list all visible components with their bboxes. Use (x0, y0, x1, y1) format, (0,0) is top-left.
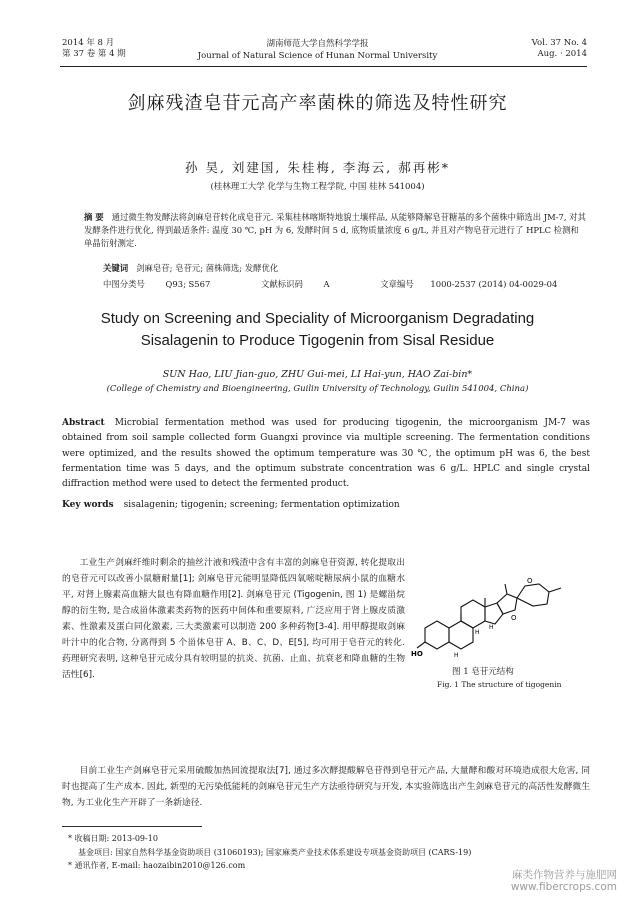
volume-issue: 第 37 卷 第 4 期 (62, 49, 126, 59)
keywords-en-label: Key words (62, 500, 114, 510)
doc-code-label: 文献标识码 (260, 279, 303, 289)
authors-cn: 孙 昊, 刘建国, 朱桂梅, 李海云, 郝再彬* (184, 160, 450, 175)
keywords-en (62, 500, 590, 510)
abstract-cn (84, 211, 586, 250)
keywords-en-text: sisalagenin; tigogenin; screening; fermentation optimization (123, 500, 400, 510)
clc-label: 中图分类号 (103, 279, 145, 289)
intro-paragraph-2: 目前工业生产剑麻皂苷元采用硫酸加热回流提取法[7], 通过多次酵提酸解皂苷得到皂苷元产品, 大量酵和酸对环境造成很大危害, 同时也提高了生产成本. 因此, 新型的无污染低能耗的剑麻皂苷元生产方法亟待研究与开发, 本实验筛选出产生剑麻皂苷元的高活性发酵微生物, 为工业化生产开辟了一条新途径. (62, 766, 590, 808)
abstract-cn-text: 通过微生物发酵法将剑麻皂苷转化成皂苷元. 采集桂林喀斯特地貌土壤样品, 从能够降解皂苷糖基的多个菌株中筛选出 JM-7, 对其发酵条件进行优化, 得到最适条件: 温度 30 ℃, pH 为 6, 发酵时间 5 d, 底物质量浓度 6 g/L, 并且对产物皂苷元进行了 HPLC 检测和单晶衍射测定. (84, 212, 586, 248)
funding-note: 基金项目: 国家自然科学基金资助项目 (31060193); 国家麻类产业技术体系建设专项基金资助项目 (CARS-19) (78, 847, 472, 857)
title-en-line1: Study on Screening and Speciality of Microorganism Degradating (100, 310, 535, 327)
clc-value: Q93; S567 (165, 279, 211, 289)
footnote-divider (62, 826, 202, 827)
figure-caption-en: Fig. 1 The structure of tigogenin (437, 680, 562, 689)
journal-name-en: Journal of Natural Science of Hunan Normal University (197, 51, 438, 61)
paper-title-cn: 剑麻残渣皂苷元高产率菌株的筛选及特性研究 (127, 93, 508, 114)
volume-number: Vol. 37 No. 4 (531, 38, 587, 48)
issue-date: 2014 年 8 月 (62, 38, 115, 48)
corresponding-author-note: * 通讯作者, E-mail: haozaibin2010@126.com (68, 861, 246, 870)
intro-column (62, 555, 405, 683)
abstract-cn-label: 摘 要 (84, 212, 104, 222)
figure-caption-cn: 图 1 皂苷元结构 (452, 667, 514, 677)
keywords-cn (103, 262, 278, 274)
h-label-14: H (489, 624, 494, 631)
abstract-en (62, 416, 590, 492)
paper-title-en (0, 308, 635, 352)
tigogenin-structure-figure (411, 540, 595, 660)
title-en-line2: Sisalagenin to Produce Tigogenin from Sisal Residue (140, 332, 495, 349)
authors-en: SUN Hao, LIU Jian-guo, ZHU Gui-mei, LI Hai-yun, HAO Zai-bin* (162, 369, 473, 380)
volume-block (532, 38, 587, 60)
h-label-9: H (475, 629, 480, 636)
o-label-ring-e: O (511, 614, 517, 622)
abstract-en-label: Abstract (62, 418, 105, 428)
article-number-label: 文章编号 (380, 279, 414, 289)
issue-month: Aug. · 2014 (537, 49, 587, 59)
watermark-line2: www.fibercrops.com (510, 881, 617, 893)
doc-code-value: A (323, 279, 330, 289)
watermark-line1: 麻类作物营养与施肥网 (512, 869, 617, 881)
footnotes (68, 832, 598, 873)
classification-row (103, 278, 593, 290)
keywords-cn-label: 关键词 (103, 263, 129, 273)
site-watermark (511, 869, 617, 893)
article-number-value: 1000-2537 (2014) 04-0029-04 (430, 279, 558, 289)
keywords-cn-text: 剑麻皂苷; 皂苷元; 菌株筛选; 发酵优化 (136, 263, 279, 273)
affiliation-cn: (桂林理工大学 化学与生物工程学院, 中国 桂林 541004) (210, 182, 425, 192)
received-date: * 收稿日期: 2013-09-10 (68, 834, 158, 843)
o-label-ring-f: O (527, 577, 533, 585)
h-label-5: H (454, 652, 459, 659)
affiliation-en: (College of Chemistry and Bioengineering, Guilin University of Technology, Guilin 541004, China) (106, 384, 529, 394)
abstract-en-text: Microbial fermentation method was used for producing tigogenin, the microorganism JM-7 was obtained from soil sample collected form Guangxi province via multiple screening. The fermentation conditions were optimized, and the results showed the optimum temperature was 30 ℃, the optimum pH was 6, the best fermentation time was 5 days, and the optimum substrate concentration was 6 g/L. HPLC and single crystal diffraction method were used to detect the fermented product. (62, 418, 590, 490)
journal-name-cn: 湖南师范大学自然科学学报 (266, 39, 369, 49)
intro-paragraph-1: 工业生产剑麻纤维时剩余的抽丝汁液和残渣中含有丰富的剑麻皂苷资源, 转化提取出的皂苷元可以改善小鼠糖耐量[1]; 剑麻皂苷元能明显降低四氧嘧啶糖尿病小鼠的血糖水平, 对肾上腺素高血糖大鼠也有降血糖作用[2]. 剑麻皂苷元 (Tigogenin, 图 1) 是螺甾烷醇的衍生物, 是合成甾体激素类药物的医药中间体和重要原料, 广泛应用于肾上腺皮质激素、性激素及蛋白同化激素, 三大类激素可以制造 200 多种药物[3-4]. 用甲醇提取剑麻叶汁中的化合物, 分离得到 5 个甾体皂苷 A、B、C、D、E[5], 均可用于皂苷元的转化. 药理研究表明, 这种皂苷元成分具有较明显的抗炎、抗菌、止血、抗衰老和降血糖的生物活性[6]. (62, 558, 405, 680)
ho-label: HO (411, 650, 423, 658)
header-divider (60, 66, 587, 67)
